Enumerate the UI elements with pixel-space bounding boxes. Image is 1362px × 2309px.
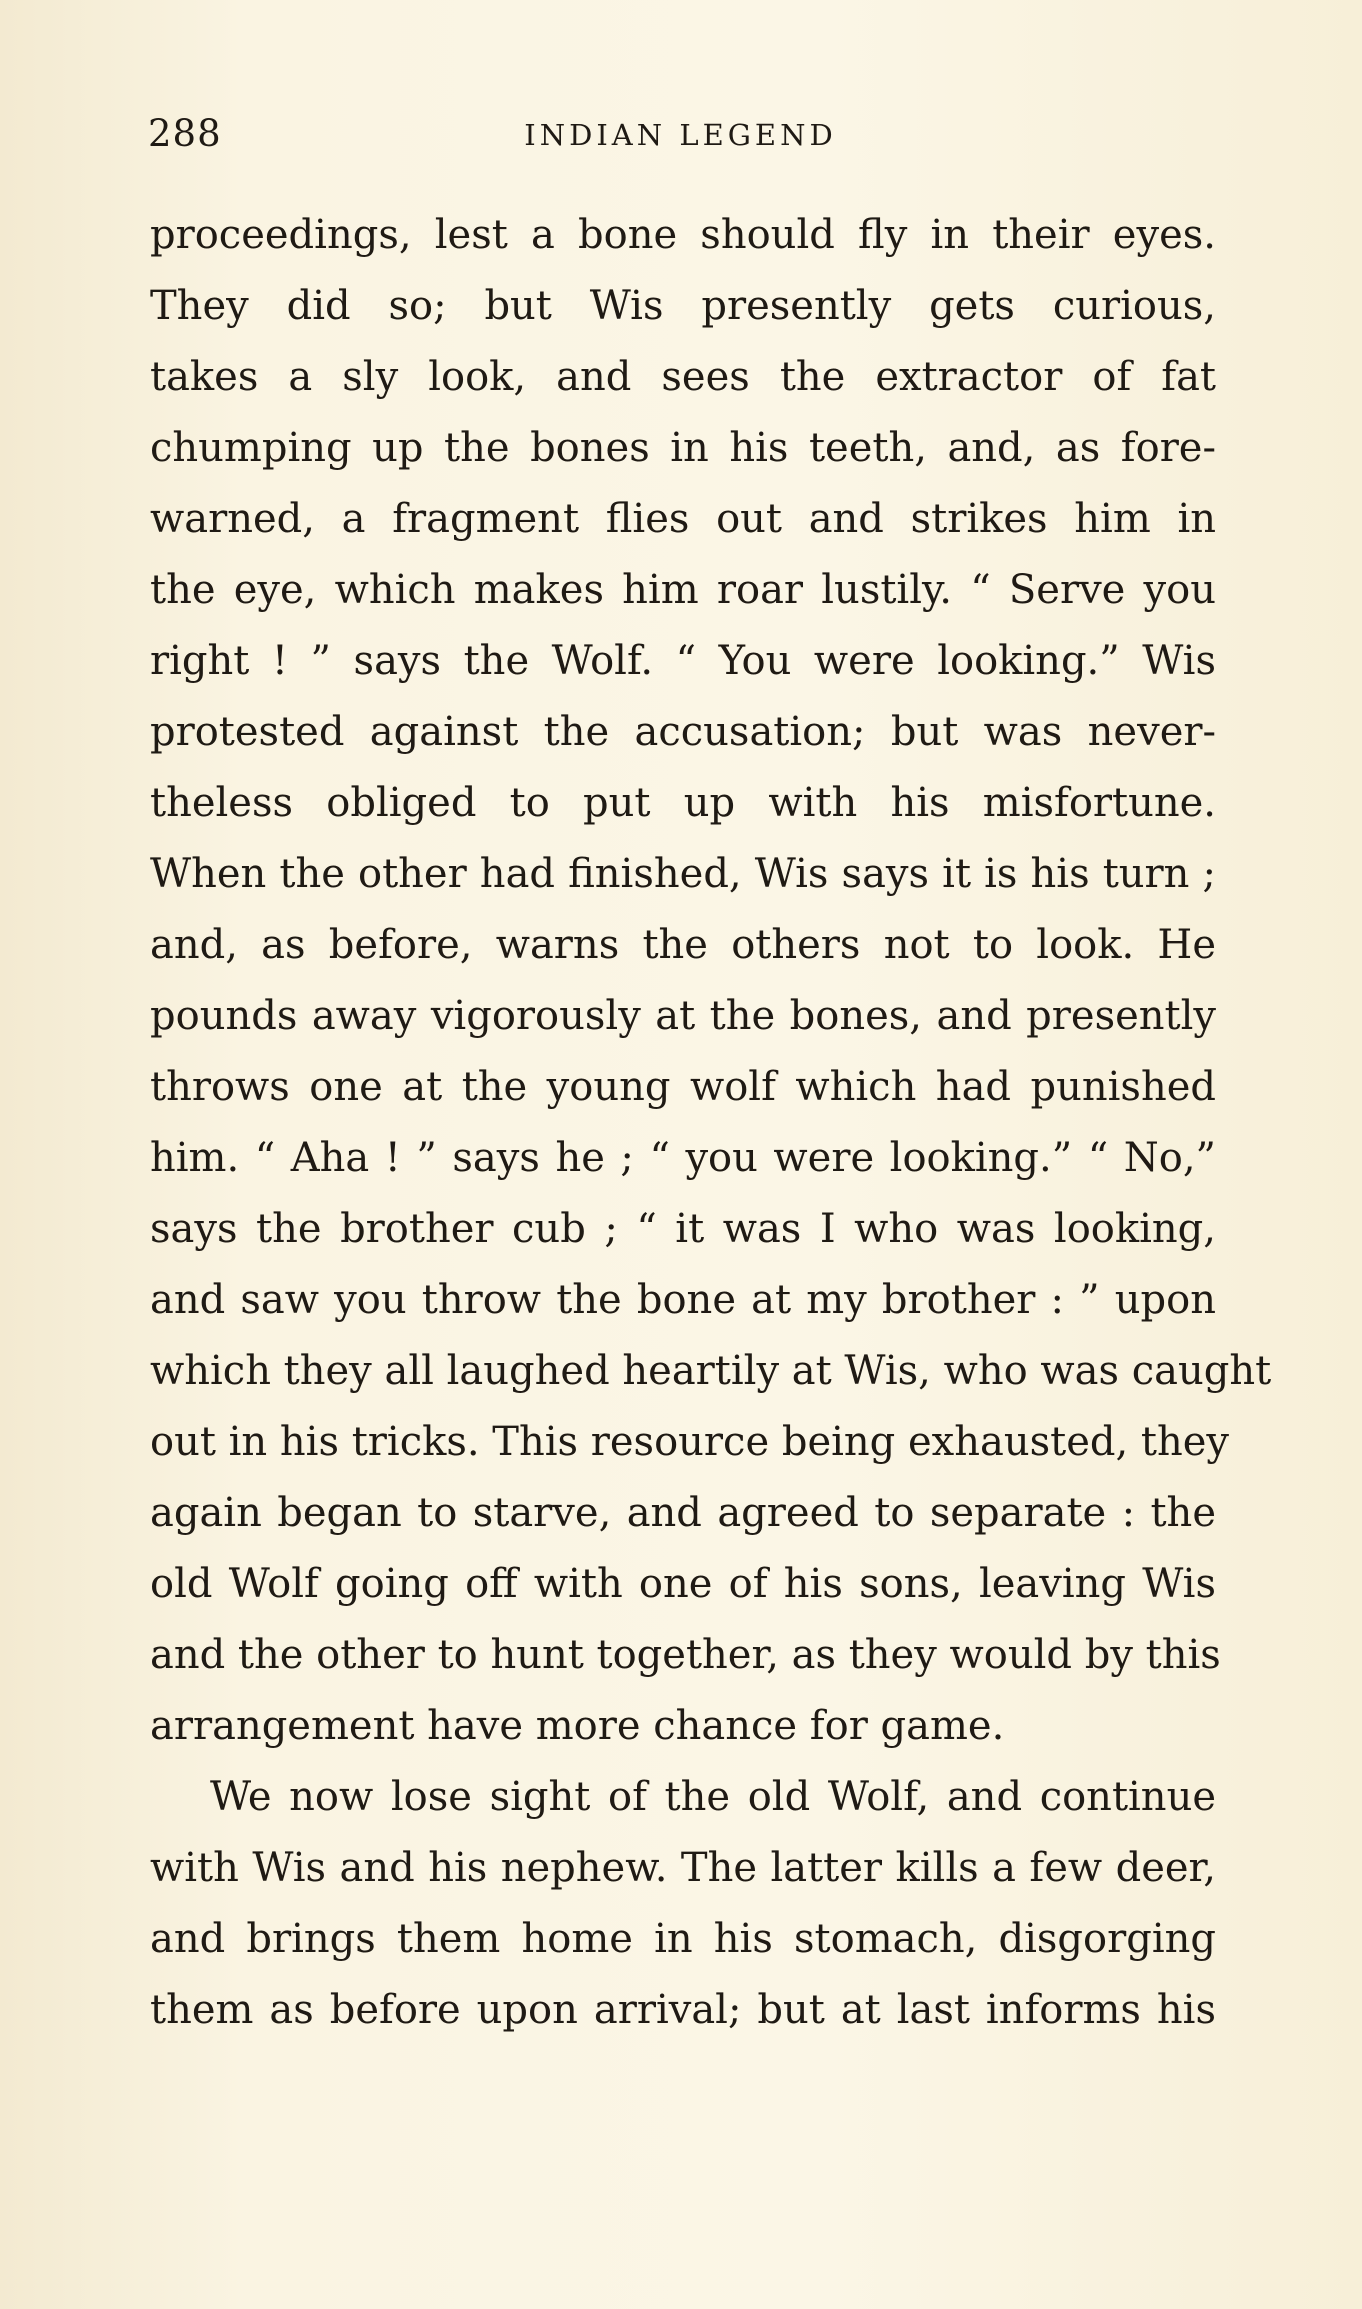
text-line: When the other had finished, Wis says it is his turn ; xyxy=(150,851,1216,897)
page-number: 288 xyxy=(148,112,222,155)
text-line: throws one at the young wolf which had punished xyxy=(150,1064,1216,1110)
text-line: with Wis and his nephew. The latter kills a few deer, xyxy=(150,1845,1216,1891)
text-line: again began to starve, and agreed to separate : the xyxy=(150,1490,1216,1536)
running-title: INDIAN LEGEND xyxy=(524,118,837,152)
text-line: and saw you throw the bone at my brother : ” upon xyxy=(150,1277,1216,1323)
text-line: theless obliged to put up with his misfortune. xyxy=(150,780,1216,826)
text-line: takes a sly look, and sees the extractor of fat xyxy=(150,354,1216,400)
text-line: them as before upon arrival; but at last informs his xyxy=(150,1987,1216,2033)
text-line: warned, a fragment flies out and strikes him in xyxy=(150,496,1216,542)
text-line: and brings them home in his stomach, disgorging xyxy=(150,1916,1216,1962)
text-line: chumping up the bones in his teeth, and, as fore- xyxy=(150,425,1216,471)
text-line: protested against the accusation; but was never- xyxy=(150,709,1216,755)
text-line: and, as before, warns the others not to look. He xyxy=(150,922,1216,968)
text-line: which they all laughed heartily at Wis, who was caught xyxy=(150,1348,1272,1394)
body-text xyxy=(150,200,1272,2046)
text-line: arrangement have more chance for game. xyxy=(150,1703,1005,1749)
text-line: right ! ” says the Wolf. “ You were looking.” Wis xyxy=(150,638,1216,684)
page-header xyxy=(148,112,1213,162)
text-line: him. “ Aha ! ” says he ; “ you were looking.” “ No,” xyxy=(150,1135,1216,1181)
text-line: the eye, which makes him roar lustily. “ Serve you xyxy=(150,567,1216,613)
text-line: and the other to hunt together, as they would by this xyxy=(150,1632,1221,1678)
paragraph-first-line: We now lose sight of the old Wolf, and continue xyxy=(210,1774,1216,1820)
text-line: They did so; but Wis presently gets curious, xyxy=(150,283,1216,329)
text-line: out in his tricks. This resource being exhausted, they xyxy=(150,1419,1230,1465)
text-line: proceedings, lest a bone should fly in their eyes. xyxy=(150,212,1216,258)
text-line: old Wolf going off with one of his sons, leaving Wis xyxy=(150,1561,1216,1607)
text-line: pounds away vigorously at the bones, and presently xyxy=(150,993,1216,1039)
text-line: says the brother cub ; “ it was I who was looking, xyxy=(150,1206,1216,1252)
